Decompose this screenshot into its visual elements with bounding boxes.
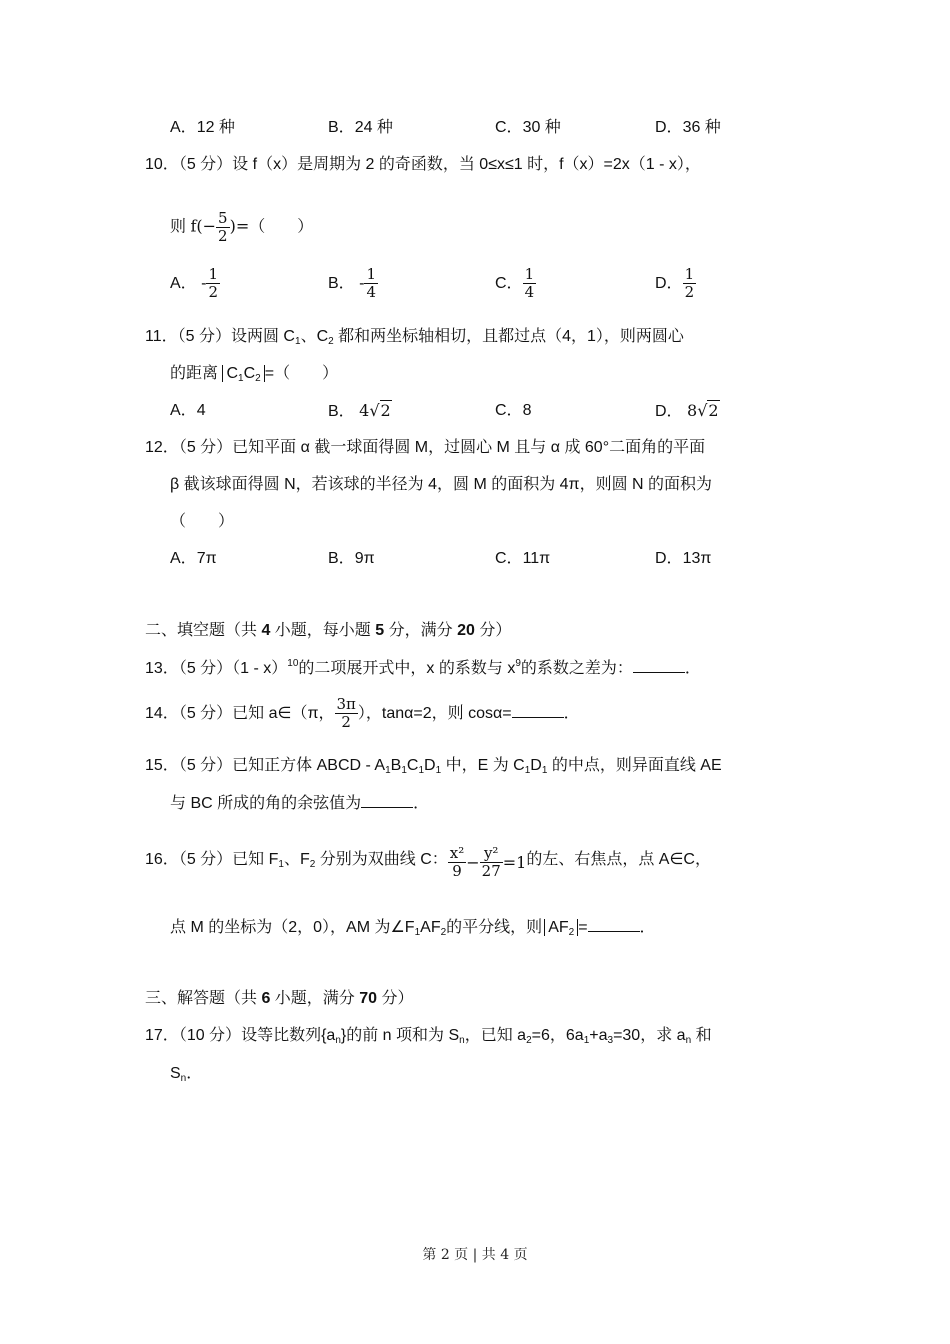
q12-option-d bbox=[655, 549, 711, 569]
coefficient: 8 bbox=[687, 401, 698, 420]
text: 中，E 为 C bbox=[441, 757, 525, 774]
option-label: A． bbox=[170, 275, 197, 292]
text: ），tanα=2，则 cosα= bbox=[357, 705, 512, 722]
option-value: 11π bbox=[522, 550, 551, 567]
text: 设两圆 C bbox=[230, 328, 295, 345]
q12-line3: （ ） bbox=[170, 513, 235, 530]
text: ． bbox=[684, 660, 701, 677]
subscript: 1 bbox=[418, 765, 425, 776]
text: B bbox=[390, 757, 402, 774]
question-number: 16． bbox=[145, 851, 179, 868]
question-score: （5 分） bbox=[178, 705, 233, 722]
q10-option-a bbox=[170, 266, 220, 302]
denominator: 2 bbox=[684, 283, 695, 302]
answer-paren: =（ ） bbox=[264, 365, 339, 382]
numerator: 3π bbox=[336, 695, 356, 714]
text: 则 bbox=[170, 218, 187, 236]
text: 设等比数列 bbox=[241, 1027, 322, 1044]
q15-line2 bbox=[170, 793, 429, 814]
q11-line2 bbox=[170, 364, 338, 384]
q17-line1 bbox=[145, 1026, 712, 1046]
coefficient: 4 bbox=[359, 401, 370, 420]
question-score: （5 分） bbox=[178, 757, 233, 774]
question-14 bbox=[145, 696, 580, 732]
text: AF bbox=[420, 919, 441, 936]
question-count: 4 bbox=[261, 622, 271, 639]
absolute-value bbox=[222, 365, 264, 382]
q16-line1 bbox=[145, 838, 711, 885]
option-label: B． bbox=[328, 550, 355, 567]
answer-blank bbox=[633, 658, 685, 673]
points-total: 70 bbox=[359, 990, 378, 1007]
text: C bbox=[243, 365, 256, 382]
option-value: 36 种 bbox=[682, 119, 721, 136]
answer-blank bbox=[361, 793, 413, 808]
subscript: 1 bbox=[295, 336, 301, 347]
question-number: 15． bbox=[145, 757, 179, 774]
equals-one: =1 bbox=[502, 853, 527, 872]
question-number: 13． bbox=[145, 660, 179, 677]
option-label: C． bbox=[495, 550, 523, 567]
q12-option-a bbox=[170, 549, 217, 569]
minus-sign: − bbox=[466, 853, 480, 872]
q11-option-b bbox=[328, 401, 392, 422]
subscript: 1 bbox=[401, 765, 407, 776]
text: ，已知 a bbox=[464, 1027, 527, 1044]
q12-line2: β 截该球面得圆 N，若该球的半径为 4，圆 M 的面积为 4π，则圆 N 的面积为 bbox=[170, 476, 713, 493]
text: （1 - x） bbox=[232, 660, 288, 677]
option-label: D． bbox=[655, 119, 683, 136]
subscript: 2 bbox=[328, 336, 334, 347]
question-number: 11． bbox=[145, 328, 178, 345]
subscript: 2 bbox=[526, 1035, 532, 1046]
text: 的中点，则异面直线 AE bbox=[547, 757, 722, 774]
option-label: A． bbox=[170, 550, 197, 567]
points-total: 20 bbox=[457, 622, 475, 639]
text: 、C bbox=[300, 328, 329, 345]
denominator: 9 bbox=[452, 862, 462, 880]
subscript: n bbox=[685, 1035, 692, 1046]
question-score: （5 分） bbox=[177, 328, 231, 345]
subscript: n bbox=[335, 1035, 341, 1046]
text: 的距离 bbox=[170, 365, 219, 382]
text: 已知正方体 ABCD - A bbox=[232, 757, 386, 774]
q11-option-a bbox=[170, 401, 206, 421]
q12-option-c bbox=[495, 549, 550, 569]
subscript: 1 bbox=[414, 927, 421, 938]
points-each: 5 bbox=[375, 622, 385, 639]
text: 分，满分 bbox=[384, 622, 458, 639]
question-score: （5 分） bbox=[178, 660, 233, 677]
text: 与 BC 所成的角的余弦值为 bbox=[170, 795, 362, 812]
text: = bbox=[578, 919, 588, 936]
q17-line2 bbox=[170, 1064, 202, 1084]
text: 分别为双曲线 C： bbox=[315, 851, 448, 868]
option-label: A． bbox=[170, 402, 197, 419]
text: 已知 a∈（π， bbox=[232, 705, 335, 722]
subscript: n bbox=[180, 1073, 187, 1084]
sign: - bbox=[359, 275, 365, 292]
text: 小题，每小题 bbox=[270, 622, 376, 639]
superscript: 9 bbox=[515, 658, 521, 669]
fraction bbox=[683, 266, 697, 301]
text: =6，6a bbox=[531, 1027, 584, 1044]
text: 已知 F bbox=[232, 851, 279, 868]
numerator: 1 bbox=[208, 265, 219, 284]
option-label: C． bbox=[495, 275, 523, 292]
fraction bbox=[206, 266, 220, 301]
question-score: （5 分） bbox=[178, 851, 233, 868]
option-value: 7π bbox=[196, 550, 217, 567]
option-label: D． bbox=[655, 550, 683, 567]
subscript: 1 bbox=[541, 765, 548, 776]
numerator: 5 bbox=[218, 209, 228, 227]
option-value: 9π bbox=[354, 550, 375, 567]
text: 二、填空题（共 bbox=[145, 622, 262, 639]
superscript: 10 bbox=[287, 658, 299, 669]
text: 的二项展开式中，x 的系数与 x bbox=[298, 660, 516, 677]
text: 的左、右焦点，点 A∈C， bbox=[526, 851, 711, 868]
numerator: 1 bbox=[366, 265, 377, 284]
option-label: C． bbox=[495, 402, 523, 419]
subscript: 2 bbox=[255, 373, 261, 384]
question-score: （5 分） bbox=[178, 439, 233, 456]
fraction bbox=[448, 845, 466, 880]
question-text: 设 f（x）是周期为 2 的奇函数，当 0≤x≤1 时，f（x）=2x（1 - x）， bbox=[232, 156, 701, 173]
option-value: 8 bbox=[522, 402, 532, 419]
q11-line1 bbox=[145, 327, 684, 347]
text: 的平分线，则 bbox=[446, 919, 543, 936]
q10-line1 bbox=[145, 155, 701, 175]
option-value: 4 bbox=[196, 402, 206, 419]
radicand: 2 bbox=[708, 401, 719, 420]
text: 都和两坐标轴相切，且都过点（4，1），则两圆心 bbox=[333, 328, 684, 345]
text: 点 M 的坐标为（2，0），AM 为∠F bbox=[170, 919, 415, 936]
q10-option-b bbox=[328, 266, 378, 302]
text: AF bbox=[548, 919, 569, 936]
denominator: 4 bbox=[366, 283, 377, 302]
q10-option-c bbox=[495, 266, 536, 302]
subscript: 1 bbox=[583, 1035, 590, 1046]
denominator: 4 bbox=[524, 283, 535, 302]
q15-line1 bbox=[145, 756, 722, 776]
absolute-value bbox=[544, 919, 578, 936]
sqrt-icon: √ bbox=[369, 401, 380, 420]
subscript: 3 bbox=[607, 1035, 614, 1046]
option-value: 12 种 bbox=[196, 119, 235, 136]
text: 分） bbox=[474, 622, 512, 639]
fraction bbox=[216, 210, 230, 245]
question-count: 6 bbox=[261, 990, 271, 1007]
subscript: 1 bbox=[435, 765, 442, 776]
subscript: 2 bbox=[309, 859, 316, 870]
q9-option-d bbox=[655, 118, 721, 138]
q11-option-c bbox=[495, 401, 531, 421]
subscript: 1 bbox=[238, 373, 244, 384]
text: 和 bbox=[691, 1027, 712, 1044]
subscript: 1 bbox=[278, 859, 284, 870]
option-label: B． bbox=[328, 275, 355, 292]
denominator: 27 bbox=[481, 862, 501, 880]
fraction bbox=[335, 696, 358, 731]
q9-option-a bbox=[170, 118, 235, 138]
answer-paren: （ ） bbox=[249, 218, 314, 236]
text: D bbox=[424, 757, 436, 774]
subscript: 1 bbox=[524, 765, 531, 776]
text: ． bbox=[186, 1065, 203, 1082]
subscript: n bbox=[459, 1035, 465, 1046]
text: 小题，满分 bbox=[270, 990, 360, 1007]
sign: - bbox=[201, 275, 207, 292]
text: 的前 n 项和为 S bbox=[346, 1027, 460, 1044]
question-score: （5 分） bbox=[178, 156, 233, 173]
option-label: B． bbox=[328, 403, 355, 420]
q9-option-c bbox=[495, 118, 561, 138]
q10-line2 bbox=[170, 210, 313, 245]
text: 分） bbox=[377, 990, 414, 1007]
question-score: （10 分） bbox=[178, 1027, 242, 1044]
text: 三、解答题（共 bbox=[145, 990, 262, 1007]
denominator: 2 bbox=[341, 713, 351, 732]
q11-option-d bbox=[655, 401, 720, 422]
text: ． bbox=[639, 919, 656, 936]
question-number: 12． bbox=[145, 439, 179, 456]
fraction bbox=[364, 266, 378, 301]
answer-blank bbox=[588, 917, 640, 932]
page-footer: 第 2 页 | 共 4 页 bbox=[422, 1247, 528, 1263]
text: ． bbox=[563, 705, 580, 722]
fraction bbox=[480, 845, 503, 880]
denominator: 2 bbox=[218, 227, 228, 245]
q9-option-b bbox=[328, 118, 393, 138]
math-expr: )= bbox=[229, 216, 250, 236]
sqrt-icon: √ bbox=[697, 401, 708, 420]
numerator: 1 bbox=[524, 265, 535, 284]
subscript: 2 bbox=[440, 927, 447, 938]
option-label: C． bbox=[495, 119, 523, 136]
question-number: 10． bbox=[145, 156, 179, 173]
option-label: A． bbox=[170, 119, 197, 136]
q12-option-b bbox=[328, 549, 375, 569]
math-expr: f(− bbox=[190, 216, 217, 236]
section-heading-solutions bbox=[145, 989, 414, 1009]
q16-line2 bbox=[170, 917, 656, 938]
text: =30，求 a bbox=[613, 1027, 686, 1044]
text: C bbox=[226, 365, 239, 382]
text: a bbox=[326, 1027, 336, 1044]
radicand: 2 bbox=[380, 401, 391, 420]
question-13 bbox=[145, 658, 701, 679]
option-value: 13π bbox=[682, 550, 712, 567]
q12-line1 bbox=[145, 438, 705, 458]
question-text: 已知平面 α 截一球面得圆 M，过圆心 M 且与 α 成 60°二面角的平面 bbox=[232, 439, 706, 456]
question-number: 17． bbox=[145, 1027, 179, 1044]
option-label: B． bbox=[328, 119, 355, 136]
answer-blank bbox=[512, 703, 564, 718]
text: D bbox=[530, 757, 542, 774]
text: S bbox=[170, 1065, 181, 1082]
option-value: 24 种 bbox=[354, 119, 393, 136]
text: 、F bbox=[283, 851, 310, 868]
option-label: D． bbox=[655, 403, 683, 420]
option-label: D． bbox=[655, 275, 683, 292]
denominator: 2 bbox=[208, 283, 219, 302]
numerator: y² bbox=[480, 845, 503, 863]
text: ． bbox=[413, 795, 430, 812]
fraction bbox=[523, 266, 537, 301]
text: +a bbox=[589, 1027, 608, 1044]
section-heading-fill-in bbox=[145, 621, 511, 641]
subscript: 1 bbox=[385, 765, 391, 776]
text: C bbox=[406, 757, 419, 774]
question-number: 14． bbox=[145, 705, 179, 722]
numerator: x² bbox=[449, 844, 465, 862]
sequence-set: $\{a_n\}$ bbox=[321, 1027, 347, 1046]
numerator: 1 bbox=[684, 265, 695, 284]
text: 的系数之差为： bbox=[520, 660, 633, 677]
subscript: 2 bbox=[568, 927, 575, 938]
option-value: 30 种 bbox=[522, 119, 561, 136]
q10-option-d bbox=[655, 266, 696, 302]
